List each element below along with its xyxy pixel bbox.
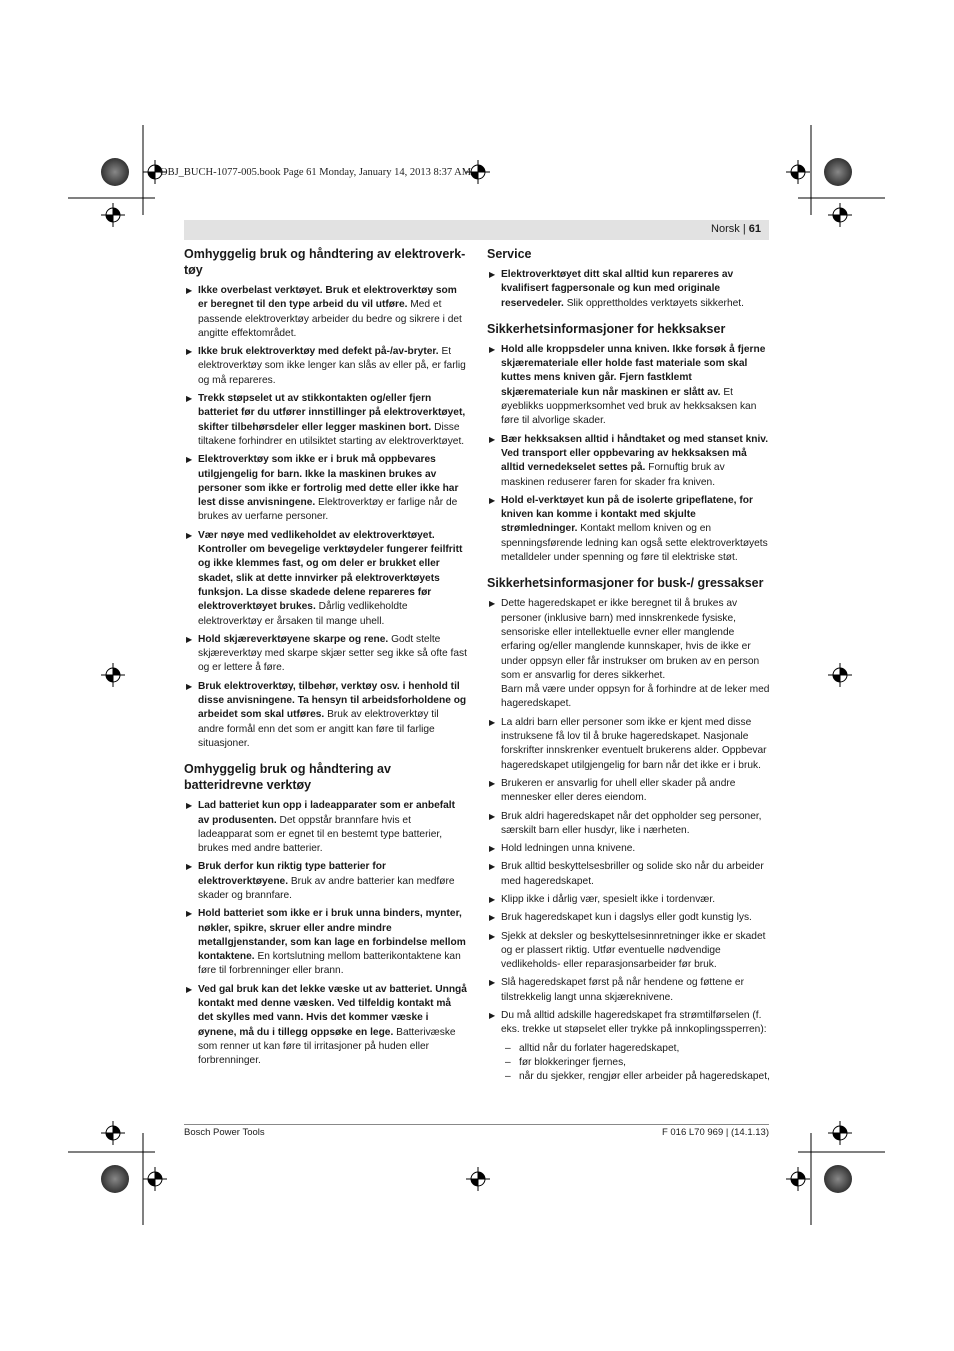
- list-item: [487, 860, 770, 889]
- item-text: Slik opprettholdes verktøyets sikkerhet.: [563, 297, 744, 309]
- list-item: [184, 680, 467, 751]
- bullet-arrow-icon: ▶: [489, 270, 496, 279]
- left-column: [184, 246, 467, 1079]
- list-item: [487, 343, 770, 429]
- item-bold-text: Vær nøye med vedlikeholdet av elektroverktøyet. Kontroller om bevegelige verktøydeler fungerer feilfritt og ikke klemmes fast, og om deler er brukket eller skadet, slik at dette innvirker på elektroverktøyets funksjon. La disse skadede delene repareres før elektroverktøyet brukes.: [198, 529, 463, 613]
- bullet-arrow-icon: ▶: [489, 862, 496, 872]
- list-item: [487, 976, 770, 1005]
- section-heading: Service: [487, 247, 532, 261]
- item-text: Slå hageredskapet først på når hendene og føttene er tilstrekkelig langt unna skjæreknivene.: [501, 977, 744, 1003]
- item-text: Du må alltid adskille hageredskapet fra strømtilførselen (f. eks. trekke ut støpselet eller trykke på innkoplingssperren):: [501, 1010, 767, 1036]
- section: [487, 246, 770, 311]
- list-item: [487, 433, 770, 490]
- bullet-arrow-icon: ▶: [489, 931, 496, 941]
- item-text: Sjekk at deksler og beskyttelsesinnretninger ikke er skadet og er plassert riktig. Utfør eventuelle nødvendige vedlikeholds- eller reparasjonsarbeider før bruk.: [501, 930, 766, 971]
- list-item: [184, 345, 467, 388]
- dash-marker: –: [505, 1056, 511, 1068]
- list-item: [487, 810, 770, 839]
- item-text: Bruk alltid beskyttelsesbriller og solide sko når du arbeider med hageredskapet.: [501, 861, 764, 887]
- item-bold-text: Hold skjæreverktøyene skarpe og rene.: [198, 633, 389, 645]
- bullet-arrow-icon: ▶: [186, 347, 193, 357]
- bullet-arrow-icon: ▶: [186, 681, 193, 691]
- item-text: Bruk av andre batterier kan medføre skader og brannfare.: [198, 875, 455, 901]
- item-subtext: Barn må være under oppsyn for å forhindre at de leker med hageredskapet.: [501, 684, 770, 710]
- section: [184, 246, 467, 751]
- section: [184, 761, 467, 1068]
- bullet-arrow-icon: ▶: [489, 495, 496, 505]
- item-text: Dårlig vedlikeholdte elektroverktøy er årsaken til mange uhell.: [198, 601, 408, 627]
- bullet-arrow-icon: ▶: [186, 394, 193, 404]
- dash-item: [487, 1070, 770, 1084]
- bullet-arrow-icon: ▶: [186, 862, 193, 872]
- list-item: [487, 842, 770, 856]
- bullet-arrow-icon: ▶: [489, 1011, 496, 1021]
- item-bold-text: Bruk elektroverktøy, tilbehør, verktøy osv. i henhold til disse anvisningene. Ta hensyn til arbeidsforholdene og arbeidet som skal utføres.: [198, 680, 467, 721]
- item-text: Elektroverktøy er farlige når de brukes av uerfarne personer.: [198, 497, 458, 523]
- item-text: Det oppstår brannfare hvis et ladeapparat som er egnet til en bestemt type batterier, brukes med andre batterier.: [198, 814, 443, 855]
- dash-item: [487, 1056, 770, 1070]
- bullet-arrow-icon: ▶: [186, 455, 193, 465]
- header-separator: |: [739, 223, 749, 235]
- item-text: Batterivæske som renner ut kan føre til irritasjoner på huden eller forbrenninger.: [198, 1026, 456, 1067]
- list-item: [487, 494, 770, 565]
- item-text: Brukeren er ansvarlig for uhell eller skader på andre mennesker eller deres eiendom.: [501, 777, 736, 804]
- page-header: [711, 223, 761, 235]
- bullet-arrow-icon: ▶: [186, 634, 193, 644]
- item-text: Godt stelte skjæreverktøy med skarpe skjær setter seg ikke så ofte fast og er lettere å føre.: [198, 633, 467, 674]
- section-heading: Sikkerhetsinformasjoner for hekksakser: [487, 321, 726, 336]
- list-item: [184, 453, 467, 524]
- item-text: Klipp ikke i dårlig vær, spesielt ikke i tordenvær.: [501, 893, 716, 905]
- dash-text: når du sjekker, rengjør eller arbeider på hageredskapet,: [519, 1071, 770, 1083]
- dash-item: [487, 1042, 770, 1056]
- bullet-arrow-icon: ▶: [489, 778, 496, 788]
- item-bold-text: Hold batteriet som ikke er i bruk unna binders, mynter, nøkler, spikre, skruer eller andre mindre metallgjenstander, som kan lage en forbindelse mellom kontaktene.: [198, 908, 466, 963]
- footer-brand: Bosch Power Tools: [184, 1127, 265, 1138]
- item-bold-text: Lad batteriet kun opp i ladeapparater som er anbefalt av produsenten.: [198, 800, 456, 826]
- item-text: Bruk av elektroverktøy til andre formål enn det som er angitt kan føre til farlige situasjoner.: [198, 709, 439, 749]
- right-column: [487, 246, 770, 1095]
- item-bold-text: Trekk støpselet ut av stikkontakten og/eller fjern batteriet før du utfører innstillinger på elektroverktøyet, skifter tilbehørsdeler eller legger maskinen bort.: [198, 393, 466, 433]
- pdf-header: OBJ_BUCH-1077-005.book Page 61 Monday, January 14, 2013 8:37 AM: [160, 167, 472, 178]
- item-text: Disse tiltakene forhindrer en utilsiktet starting av elektroverktøyet.: [198, 421, 465, 447]
- item-bold-text: Ikke overbelast verktøyet. Bruk et elektroverktøy som er beregnet til den type arbeid du vil utføre.: [198, 285, 457, 311]
- page-number: 61: [748, 223, 761, 235]
- dash-text: alltid når du forlater hageredskapet,: [519, 1042, 680, 1054]
- bullet-arrow-icon: ▶: [186, 286, 193, 295]
- bullet-arrow-icon: ▶: [489, 599, 496, 609]
- item-text: Hold ledningen unna knivene.: [501, 843, 636, 855]
- item-text: Bruk hageredskapet kun i dagslys eller godt kunstig lys.: [501, 912, 752, 924]
- list-item: [184, 860, 467, 903]
- list-item: [487, 930, 770, 973]
- item-text: Et elektroverktøy som ikke lenger kan slås av eller på, er farlig og må repareres.: [198, 346, 466, 386]
- section: [487, 575, 770, 1084]
- item-text: Dette hageredskapet er ikke beregnet til å brukes av personer (inklusive barn) med innskrenkede fysiske, sensoriske eller intellektuelle evner eller manglende erfaring og/eller manglende kunnskaper, hvis de ikke er under oppsyn eller får instrukser om bruken av en person som er ansvarlig for deres sikkerhet.: [501, 598, 760, 681]
- page-footer: [184, 1124, 769, 1138]
- bullet-arrow-icon: ▶: [489, 978, 496, 988]
- bullet-arrow-icon: ▶: [489, 811, 496, 821]
- bullet-arrow-icon: ▶: [186, 530, 193, 540]
- dash-text: før blokkeringer fjernes,: [519, 1056, 627, 1068]
- list-item: [487, 597, 770, 683]
- list-item: [184, 529, 467, 629]
- list-item: [487, 716, 770, 773]
- item-bold-text: Ikke bruk elektroverktøy med defekt på-/av-bryter.: [198, 346, 439, 358]
- section-heading: Omhyggelig bruk og håndtering av batteridrevne verktøy: [184, 762, 391, 793]
- section-heading: Sikkerhetsinformasjoner for busk-/ gressakser: [487, 576, 764, 591]
- bullet-arrow-icon: ▶: [186, 909, 193, 919]
- bullet-arrow-icon: ▶: [186, 984, 193, 994]
- footer-docnumber: F 016 L70 969 | (14.1.13): [661, 1127, 769, 1138]
- item-text: Bruk aldri hageredskapet når det oppholder seg personer, særskilt barn eller husdyr, like i nærheten.: [501, 810, 762, 836]
- item-bold-text: Ved gal bruk kan det lekke væske ut av batteriet. Unngå kontakt med denne væsken. Ved tilfeldig kontakt må det skylles med vann. Hvis det kommer væske i øynene, må du i tillegg oppsøke en lege.: [198, 983, 467, 1038]
- bullet-arrow-icon: ▶: [489, 717, 496, 727]
- list-item: [184, 284, 467, 341]
- list-item: [184, 799, 467, 856]
- list-item: [487, 268, 770, 311]
- bullet-arrow-icon: ▶: [186, 801, 193, 811]
- item-text: Med et passende elektroverktøy arbeider du bedre og sikrere i det angitte effektområdet.: [198, 299, 462, 339]
- bullet-arrow-icon: ▶: [489, 913, 496, 923]
- bullet-arrow-icon: ▶: [489, 844, 496, 854]
- item-text: Kontakt mellom kniven og en spenningsførende ledning kan også sette elektroverktøyets metalldeler under spenning og føre til elektriske støt.: [501, 523, 768, 564]
- item-bold-text: Elektroverktøy som ikke er i bruk må oppbevares utilgjengelig for barn. Ikke la maskinen brukes av personer som ikke er fortrolig med dette eller ikke har lest disse anvisningene.: [198, 454, 459, 509]
- item-bold-text: Bruk derfor kun riktig type batterier for elektroverktøyene.: [198, 861, 386, 887]
- list-item: [184, 392, 467, 449]
- dash-marker: –: [505, 1042, 511, 1054]
- page-header-bar: [184, 220, 769, 240]
- list-item: [487, 777, 770, 806]
- item-text: En kortslutning mellom batterikontaktene kan føre til forbrenninger eller brann.: [198, 951, 461, 977]
- list-item: [184, 983, 467, 1069]
- bullet-arrow-icon: ▶: [489, 344, 496, 354]
- item-text: Et øyeblikks uoppmerksomhet ved bruk av hekksaksen kan føre til alvorlige skader.: [501, 386, 757, 427]
- item-text: Fornuftig bruk av maskinen reduserer faren for skader fra kniven.: [501, 462, 725, 488]
- item-bold-text: Elektroverktøyet ditt skal alltid kun repareres av kvalifisert fagpersonale og kun med originale reservedeler.: [501, 269, 734, 309]
- bullet-arrow-icon: ▶: [489, 434, 496, 444]
- bullet-arrow-icon: ▶: [489, 894, 496, 904]
- list-item: [487, 893, 770, 907]
- item-bold-text: Bær hekksaksen alltid i håndtaket og med stanset kniv. Ved transport eller oppbevaring av hekksaksen må alltid vernedekselet settes på.: [501, 433, 769, 474]
- list-item: [487, 1009, 770, 1038]
- list-item: [184, 907, 467, 978]
- list-item: [487, 911, 770, 925]
- item-text: La aldri barn eller personer som ikke er kjent med disse instruksene få lov til å bruke hageredskapet. Nasjonale forskrifter innskrenker eventuelt brukerens alder. Oppbevar hageredskapet utilgjengelig for barn når det ikke er i bruk.: [501, 716, 767, 771]
- header-language: Norsk: [711, 223, 740, 235]
- list-item: [184, 633, 467, 676]
- section: [487, 321, 770, 565]
- item-bold-text: Hold alle kroppsdeler unna kniven. Ikke forsøk å fjerne skjæremateriale eller holde fast materiale som skal kuttes mens kniven går. Fjern fastklemt skjæremateriale kun når maskinen er slått av.: [501, 343, 766, 398]
- section-heading: Omhyggelig bruk og håndtering av elektroverk-tøy: [184, 247, 466, 277]
- item-bold-text: Hold el-verktøyet kun på de isolerte gripeflatene, for kniven kan komme i kontakt med skjulte strømledninger.: [501, 494, 753, 535]
- dash-marker: –: [505, 1071, 511, 1083]
